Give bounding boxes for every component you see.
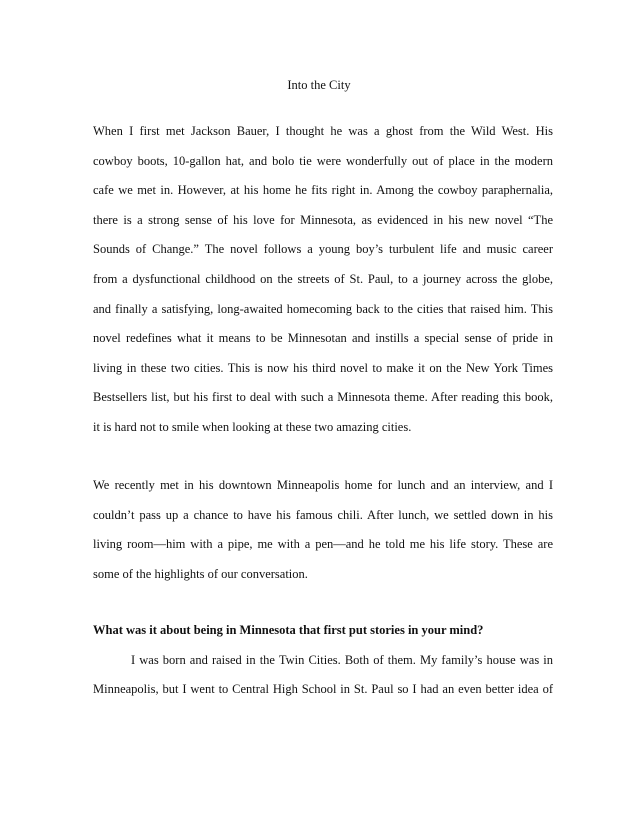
text-line: When I first met Jackson Bauer, I thought he was a ghost from the Wild West. His [93, 124, 553, 138]
text-line: cafe we met in. However, at his home he fits right in. Among the cowboy paraphernalia, [93, 183, 553, 198]
text-line: living room—him with a pipe, me with a pen—and he told me his life story. These are [93, 537, 553, 552]
text-line: and finally a satisfying, long-awaited homecoming back to the cities that raised him. This [93, 301, 553, 316]
text-line: from a dysfunctional childhood on the streets of St. Paul, to a journey across the globe, [93, 271, 553, 286]
answer-line: I was born and raised in the Twin Cities. Both of them. My family’s house was in [131, 652, 553, 667]
interview-question: What was it about being in Minnesota that first put stories in your mind? [93, 623, 484, 637]
text-line: cowboy boots, 10-gallon hat, and bolo tie were wonderfully out of place in the modern [93, 153, 553, 168]
text-line: there is a strong sense of his love for Minnesota, as evidenced in his new novel “The [93, 212, 553, 227]
question-block [93, 616, 553, 705]
text-line: some of the highlights of our conversation. [93, 566, 308, 581]
intro-paragraph [93, 117, 553, 443]
meeting-paragraph [93, 471, 553, 589]
text-line: living in these two cities. This is now his third novel to make it on the New York Times [93, 360, 553, 375]
text-line: Bestsellers list, but his first to deal with such a Minnesota theme. After reading this book, [93, 390, 553, 405]
text-line: novel redefines what it means to be Minnesotan and instills a special sense of pride in [93, 331, 553, 346]
text-line: it is hard not to smile when looking at these two amazing cities. [93, 419, 412, 434]
document-title: Into the City [287, 78, 351, 92]
answer-line: Minneapolis, but I went to Central High School in St. Paul so I had an even better idea of [93, 682, 553, 697]
text-line: couldn’t pass up a chance to have his famous chili. After lunch, we settled down in his [93, 507, 553, 522]
text-line: We recently met in his downtown Minneapolis home for lunch and an interview, and I [93, 478, 553, 492]
text-line: Sounds of Change.” The novel follows a young boy’s turbulent life and music career [93, 242, 553, 257]
